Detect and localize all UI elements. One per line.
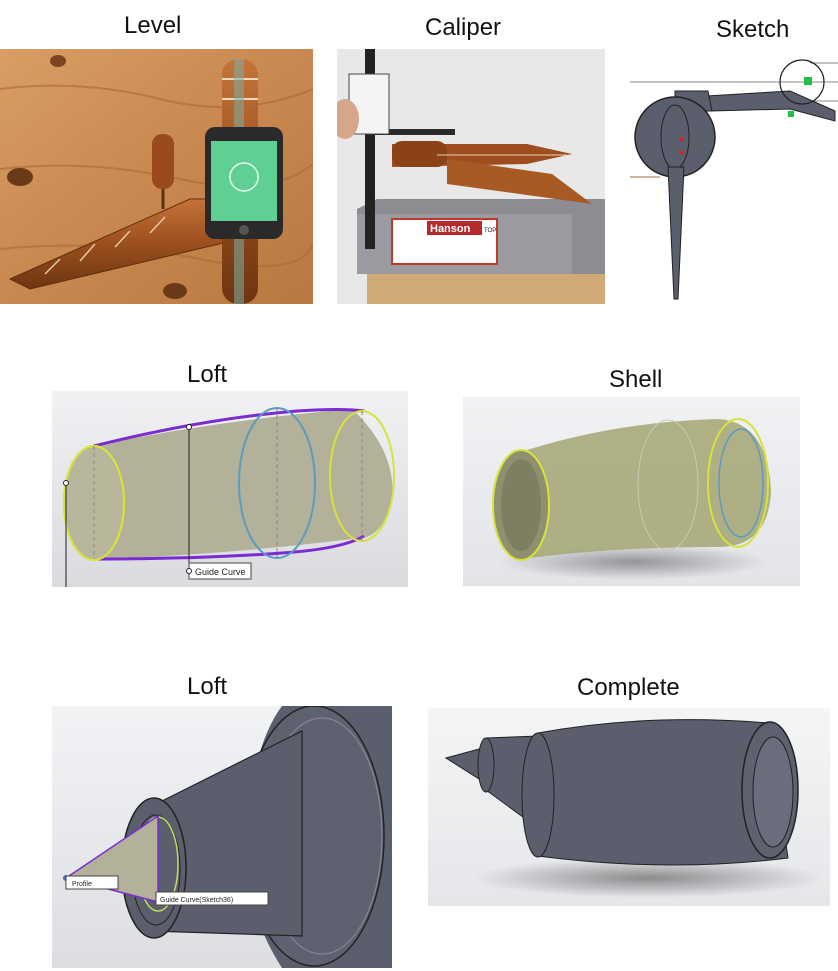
shell-title: Shell (609, 366, 663, 393)
loft1-title: Loft (187, 361, 228, 388)
complete-exhaust (753, 737, 793, 847)
caliper-title: Caliper (425, 14, 502, 41)
shell-view (463, 397, 800, 586)
wood-knot (163, 283, 187, 299)
sketch-title: Sketch (716, 16, 790, 43)
loft2-view (52, 706, 392, 968)
wood-knot (50, 55, 66, 67)
caliper-photo (337, 49, 605, 304)
level-title: Level (124, 12, 182, 39)
model-nacelle (152, 134, 174, 189)
loft1-view (52, 391, 408, 587)
complete-title: Complete (577, 674, 680, 701)
level-photo (0, 49, 313, 304)
complete-view (428, 708, 830, 906)
guide-curve-label-2: Guide Curve(Sketch36) (160, 897, 234, 904)
loft2-title: Loft (187, 673, 228, 700)
box-brand: Hanson (430, 223, 471, 235)
box-top: TOP (484, 228, 497, 234)
profile-label: Profile (72, 881, 92, 888)
guide-curve-label: Guide Curve (195, 567, 246, 577)
sketch-view (630, 49, 838, 304)
green-marker (804, 77, 812, 85)
green-marker (788, 111, 794, 117)
phone-screen (211, 141, 277, 221)
wood-knot (7, 168, 33, 186)
engine-front-circle (635, 97, 715, 177)
